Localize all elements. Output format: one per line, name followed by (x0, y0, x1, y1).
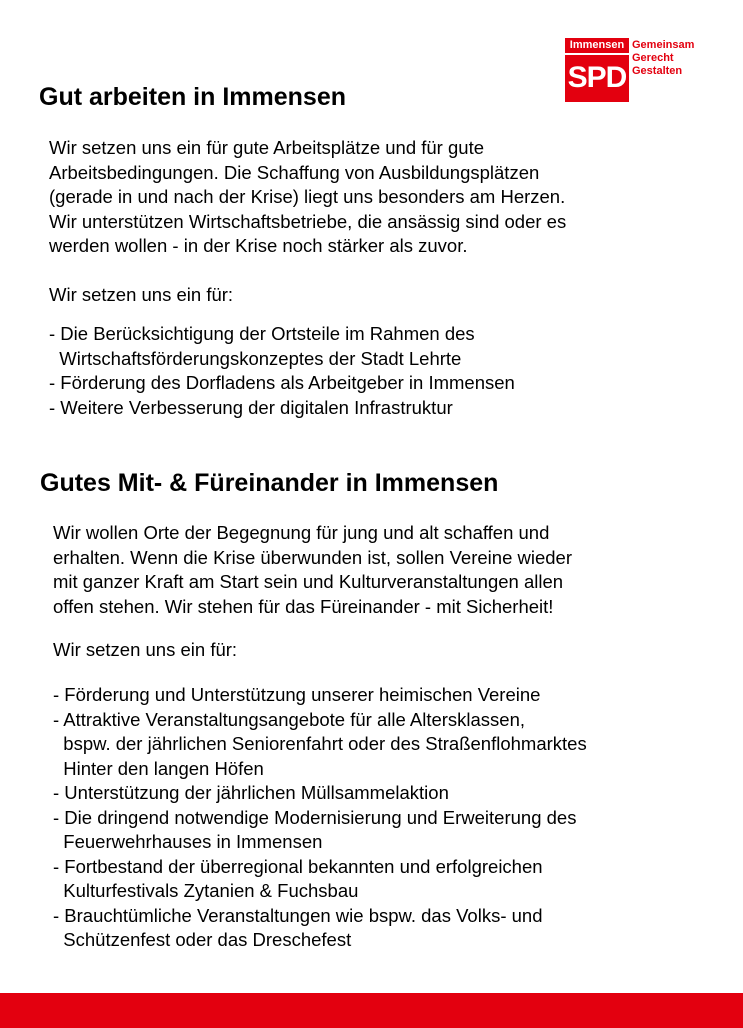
list-item: - Die dringend notwendige Modernisierung und Erweiterung des (53, 806, 577, 828)
logo-divider (565, 53, 629, 55)
spd-logo (565, 38, 695, 104)
list-item: Kulturfestivals Zytanien & Fuchsbau (53, 880, 359, 901)
list-item: - Fortbestand der überregional bekannten und erfolgreichen (53, 855, 543, 877)
list-item: - Unterstützung der jährlichen Müllsammelaktion (53, 782, 449, 803)
logo-town-name: Immensen (569, 39, 625, 51)
section-intro-community: Wir setzen uns ein für: (53, 639, 238, 660)
list-item: Wirtschaftsförderungskonzeptes der Stadt Lehrte (49, 347, 462, 369)
logo-red-box (565, 38, 629, 102)
paragraph-line: offen stehen. Wir stehen für das Füreinander - mit Sicherheit! (53, 595, 554, 617)
list-item: Feuerwehrhauses in Immensen (53, 831, 323, 852)
section-intro-work: Wir setzen uns ein für: (49, 284, 234, 305)
section-paragraph-work (49, 136, 566, 259)
list-item: - Förderung und Unterstützung unserer heimischen Vereine (53, 684, 541, 705)
logo-slogan (632, 39, 694, 78)
paragraph-line: Arbeitsbedingungen. Die Schaffung von Ausbildungsplätzen (49, 161, 540, 183)
paragraph-line: Wir unterstützen Wirtschaftsbetriebe, die ansässig sind oder es (49, 210, 567, 232)
section-list-work (49, 322, 515, 420)
logo-party-name: SPD (567, 61, 627, 94)
section-paragraph-community (53, 521, 572, 619)
list-item: Schützenfest oder das Dreschefest (53, 929, 352, 950)
paragraph-line: Wir wollen Orte der Begegnung für jung und alt schaffen und (53, 522, 550, 543)
section-heading-work: Gut arbeiten in Immensen (39, 83, 347, 111)
list-item: bspw. der jährlichen Seniorenfahrt oder des Straßenflohmarktes (53, 733, 587, 754)
paragraph-line: mit ganzer Kraft am Start sein und Kulturveranstaltungen allen (53, 571, 564, 592)
list-item: - Brauchtümliche Veranstaltungen wie bspw. das Volks- und (53, 904, 543, 926)
list-item: - Weitere Verbesserung der digitalen Infrastruktur (49, 396, 453, 418)
footer-red-bar (0, 993, 743, 1028)
logo-slogan-line: Gestalten (632, 65, 683, 77)
section-heading-community: Gutes Mit- & Füreinander in Immensen (40, 469, 499, 497)
list-item: Hinter den langen Höfen (53, 757, 264, 779)
list-item: - Förderung des Dorfladens als Arbeitgeber in Immensen (49, 372, 515, 393)
section-list-community (53, 683, 587, 953)
paragraph-line: werden wollen - in der Krise noch stärker als zuvor. (49, 235, 468, 256)
list-item: - Attraktive Veranstaltungsangebote für alle Altersklassen, (53, 708, 526, 730)
paragraph-line: Wir setzen uns ein für gute Arbeitsplätze und für gute (49, 137, 484, 158)
list-item: - Die Berücksichtigung der Ortsteile im Rahmen des (49, 323, 475, 344)
paragraph-line: erhalten. Wenn die Krise überwunden ist, sollen Vereine wieder (53, 546, 572, 568)
paragraph-line: (gerade in und nach der Krise) liegt uns besonders am Herzen. (49, 186, 566, 207)
logo-slogan-line: Gemeinsam (632, 39, 695, 51)
logo-slogan-line: Gerecht (632, 52, 674, 64)
